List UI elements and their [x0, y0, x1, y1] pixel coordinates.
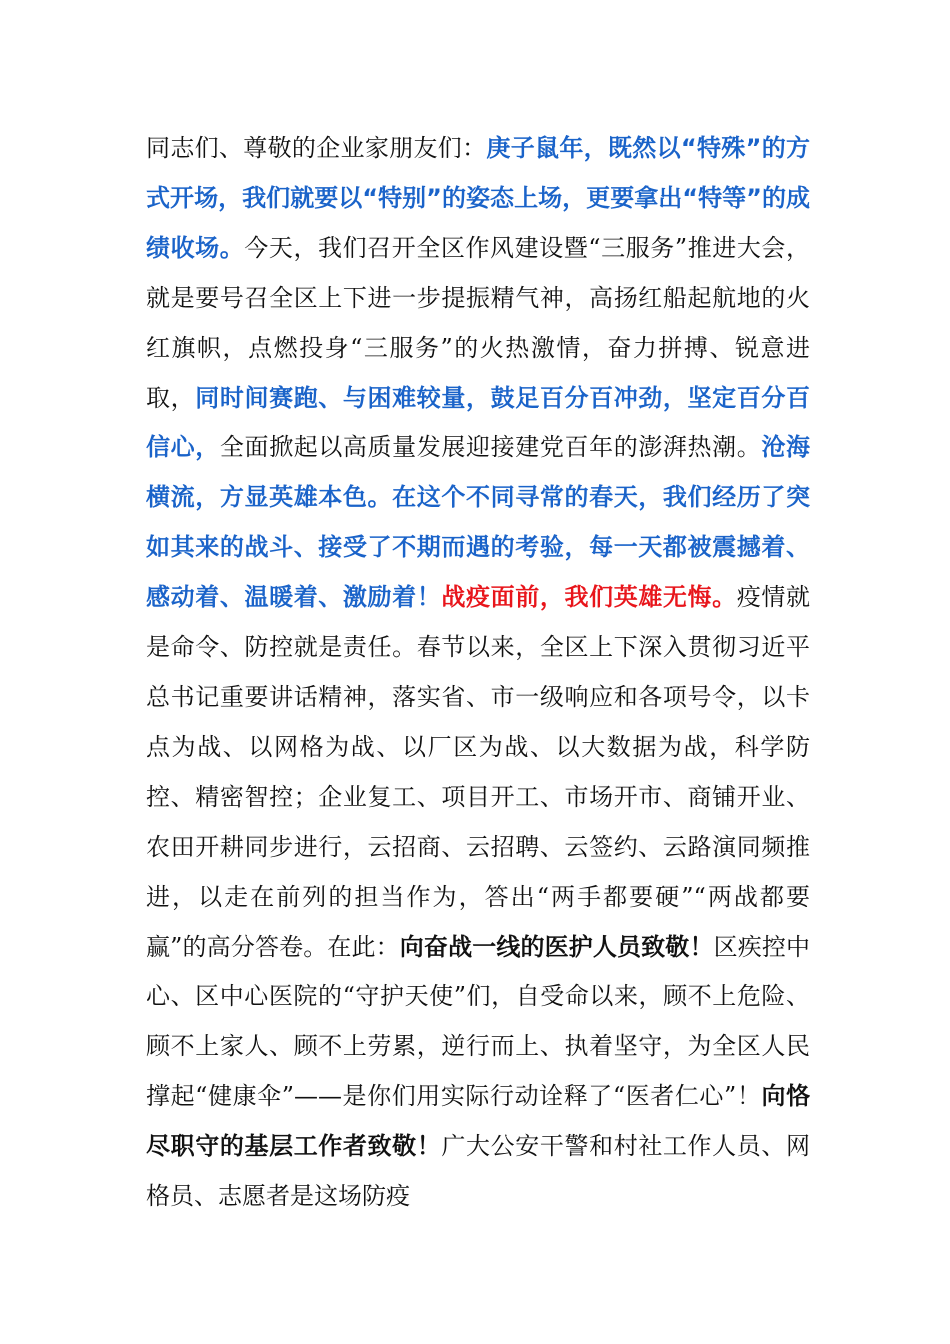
highlight-blue-segment: 沧海横流，方显英雄本色。在这个不同寻常的春天，我们经历了突如其来的战斗、接受了不期而遇的考验，每一天都被震撼着、感动着、温暖着、激励着！: [146, 433, 811, 612]
highlight-blue-segment: 庚子鼠年，既然以“特殊”的方式开场，我们就要以“特别”的姿态上场，更要拿出“特等”的成绩收场。: [146, 134, 811, 262]
bold-segment: 向恪尽职守的基层工作者致敬！: [146, 1082, 811, 1161]
highlight-red-segment: 战疫面前，我们英雄无悔。: [441, 583, 737, 612]
bold-segment: 向奋战一线的医护人员致敬！: [399, 932, 714, 961]
text-segment: 区疾控中心、区中心医院的“守护天使”们，自受命以来，顾不上危险、顾不上家人、顾不上劳累，逆行而上、执着坚守，为全区人民撑起“健康伞”——是你们用实际行动诠释了“医者仁心”！: [146, 932, 811, 1111]
text-segment: 今天，我们召开全区作风建设暨“三服务”推进大会，就是要号召全区上下进一步提振精气神，高扬红船起航地的火红旗帜，点燃投身“三服务”的火热激情，奋力拼搏、锐意进取，: [146, 233, 810, 412]
text-segment: 全面掀起以高质量发展迎接建党百年的澎湃热潮。: [219, 433, 762, 462]
highlight-blue-segment: 同时间赛跑、与困难较量，鼓足百分百冲劲，坚定百分百信心，: [146, 383, 811, 462]
text-segment: 广大公安干警和村社工作人员、网格员、志愿者是这场防疫: [146, 1132, 811, 1211]
text-segment: 疫情就是命令、防控就是责任。春节以来，全区上下深入贯彻习近平总书记重要讲话精神，落实省、市一级响应和各项号令，以卡点为战、以网格为战、以厂区为战、以大数据为战，科学防控、精密智控；企业复工、项目开工、市场开市、商铺开业、农田开耕同步进行，云招商、云招聘、云签约、云路演同频推进，以走在前列的担当作为，答出“两手都要硬”“两战都要赢”的高分答卷。在此：: [146, 583, 811, 961]
speech-paragraph: [146, 124, 810, 1222]
text-segment: 同志们、尊敬的企业家朋友们：: [146, 134, 487, 162]
